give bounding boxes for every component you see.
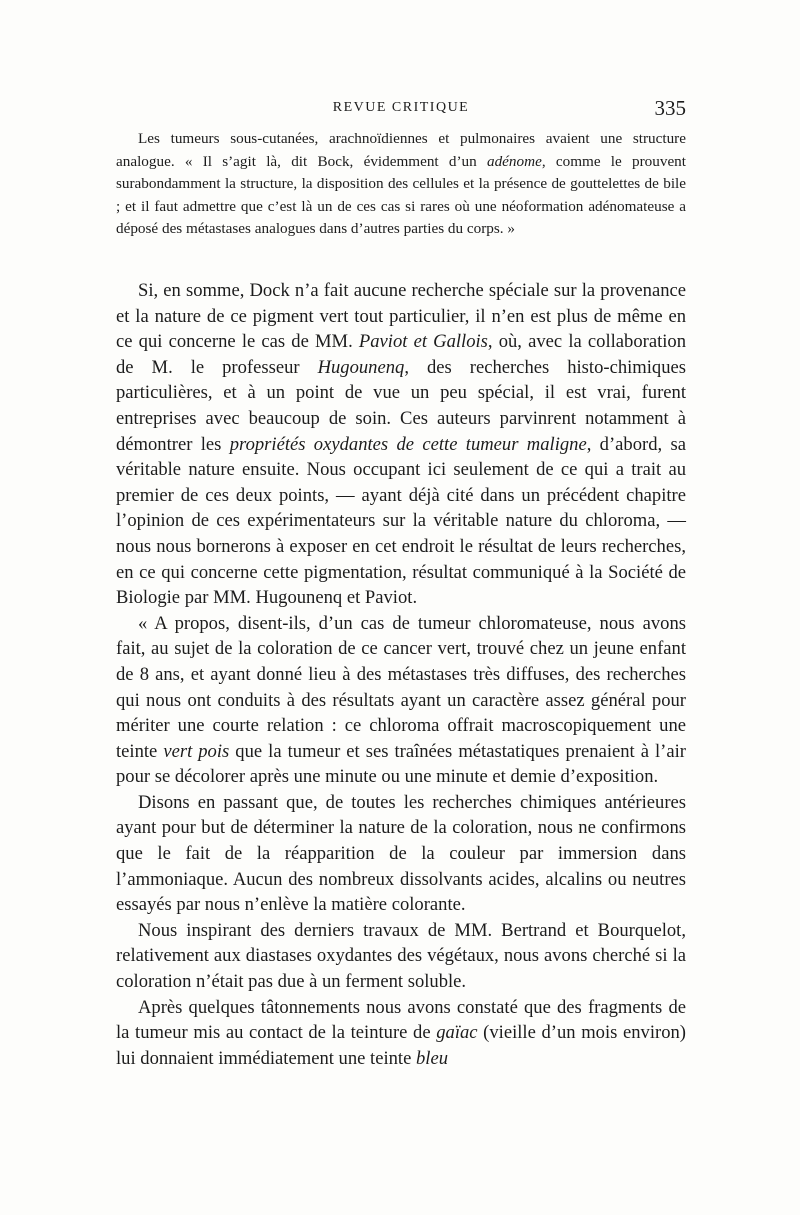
paragraph-3: Disons en passant que, de toutes les recherches chimiques antérieures ayant pour but de déterminer la nature de la coloration, nous ne confirmons que le fait de la réapparition de la couleur par immersion dans l’ammoniaque. Aucun des nombreux dissolvants acides, alcalins ou neutres essayés par nous n’enlève la matière colorante.: [116, 791, 686, 916]
italic-authors: Paviot et Gallois: [358, 331, 488, 353]
page-header: [116, 96, 686, 122]
text-run: « A propos, disent-ils, d’un cas de tumeur chloromateuse, nous avons fait, au sujet de la coloration de ce cancer vert, trouvé chez un jeune enfant de 8 ans, et ayant donné lieu à des métastases très diffuses, des recherches qui nous ont conduits à des résultats ayant un caractère assez général pour mériter une courte relation : ce chloroma offrait macroscopiquement une teinte: [116, 612, 686, 762]
text-run: , des recherches histo-chimiques particulières, et à un point de vue un peu spécial, il est vrai, furent entreprises avec beaucoup de soin. Ces auteurs parvinrent notamment à démontrer les: [116, 356, 686, 455]
italic-term: bleu: [416, 1047, 449, 1069]
paragraph-1: [116, 278, 686, 611]
text-run: Les tumeurs sous-cutanées, arachnoïdiennes et pulmonaires avaient une structure analogue. « Il s’agit là, dit Bock, évidemment d’un: [116, 130, 686, 170]
text-run: , comme le prouvent surabondamment la structure, la disposition des cellules et la présence de gouttelettes de bile ; et il faut admettre que c’est là un de ces cas si rares où une néoformation adénomateuse a déposé des métastases analogues dans d’autres parties du corps. »: [116, 152, 686, 237]
italic-phrase: propriétés oxydantes de cette tumeur maligne: [229, 433, 587, 455]
text-run: (vieille d’un mois environ) lui donnaient immédiatement une teinte: [116, 1022, 686, 1069]
text-run: Si, en somme, Dock n’a fait aucune recherche spéciale sur la provenance et la nature de ce pigment vert tout particulier, il n’en est plus de même en ce qui concerne le cas de MM.: [116, 280, 686, 353]
italic-term: gaïac: [436, 1022, 478, 1044]
paragraph-5: [116, 995, 686, 1072]
text-run: , où, avec la collaboration de M. le professeur: [116, 331, 686, 378]
quoted-passage: [116, 128, 686, 241]
main-text: [116, 278, 686, 1071]
paragraph-2: [116, 611, 686, 790]
text-run: , d’abord, sa véritable nature ensuite. Nous occupant ici seulement de ce qui a trait au premier de ces deux points, — ayant déjà cité dans un précédent chapitre l’opinion de ces expérimentateurs sur la véritable nature du chloroma, — nous nous bornerons à exposer en cet endroit le résultat de leurs recherches, en ce qui concerne cette pigmentation, résultat communiqué à la Société de Biologie par MM. Hugounenq et Paviot.: [116, 433, 686, 609]
paragraph-4: Nous inspirant des derniers travaux de MM. Bertrand et Bourquelot, relativement aux diastases oxydantes des végétaux, nous avons cherché si la coloration n’était pas due à un ferment soluble.: [116, 919, 686, 993]
italic-term: adénome: [486, 152, 542, 170]
running-title: REVUE CRITIQUE: [332, 100, 470, 115]
page-number: 335: [654, 96, 686, 120]
quote-paragraph: [116, 128, 686, 241]
italic-name: Hugounenq: [317, 356, 405, 378]
text-run: que la tumeur et ses traînées métastatiques prenaient à l’air pour se décolorer après une minute ou une minute et demie d’exposition.: [116, 740, 686, 788]
text-run: Après quelques tâtonnements nous avons constaté que des fragments de la tumeur mis au contact de la teinture de: [116, 996, 686, 1044]
italic-term: vert pois: [163, 740, 230, 762]
